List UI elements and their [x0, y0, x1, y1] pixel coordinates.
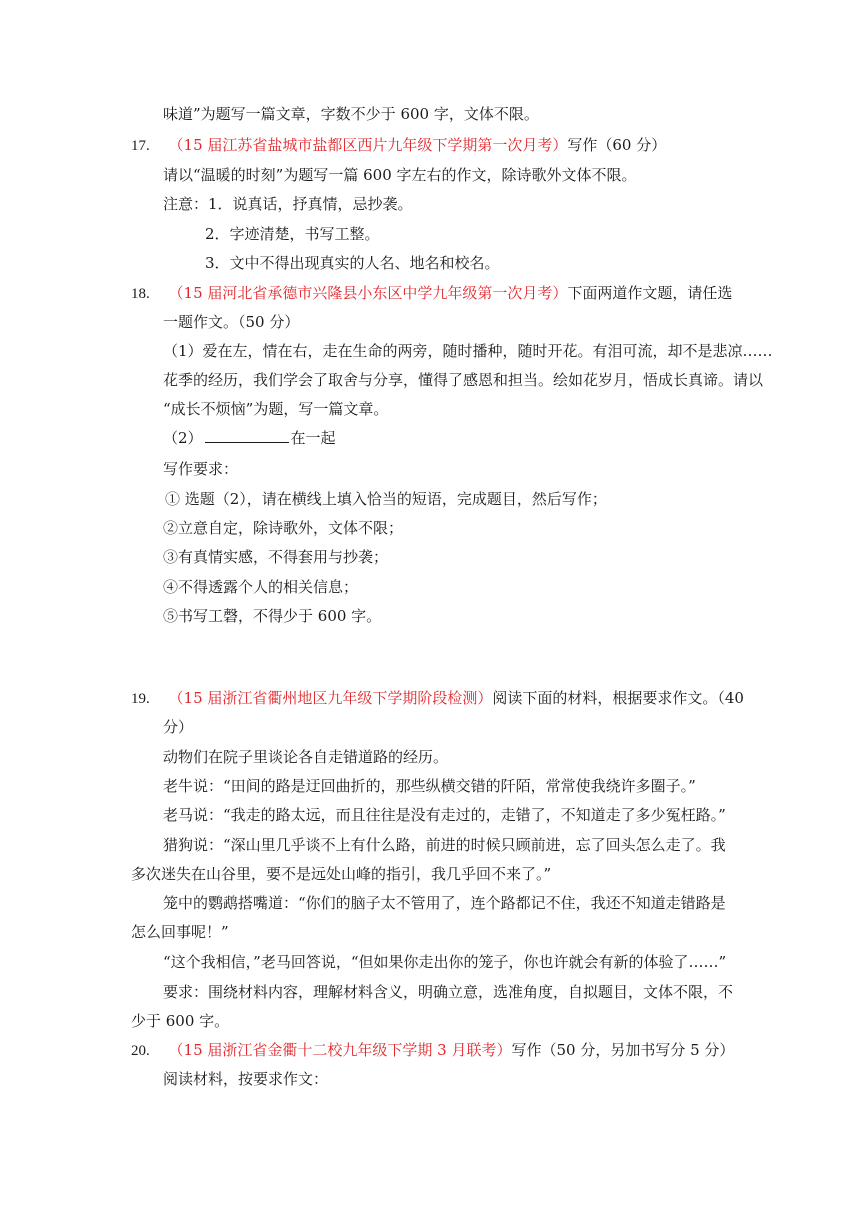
requirement-item: ① 选题（2），请在横线上填入恰当的短语，完成题目，然后写作；	[165, 490, 607, 508]
note-item: 注意：1．说真话，抒真情，忌抄袭。	[163, 195, 413, 213]
question-prompt: 请以“温暖的时刻”为题写一篇 600 字左右的作文，除诗歌外文体不限。	[163, 166, 637, 184]
requirements-heading: 写作要求：	[163, 460, 239, 478]
material-line: 老牛说：“田间的路是迂回曲折的，那些纵横交错的阡陌，常常使我绕许多圈子。”	[163, 777, 696, 795]
question-19	[131, 688, 744, 709]
option-label: （2）	[163, 429, 203, 447]
question-source: （15 届江苏省盐城市盐都区西片九年级下学期第一次月考）	[168, 136, 568, 154]
question-18	[131, 283, 732, 304]
paragraph-line: “成长不烦恼”为题，写一篇文章。	[163, 400, 389, 418]
paragraph-line: （1）爱在左，情在右，走在生命的两旁，随时播种，随时开花。有泪可流，却不是悲凉……	[163, 342, 773, 360]
fill-blank-line	[205, 428, 289, 443]
material-line: 老马说：“我走的路太远，而且往往是没有走过的，走错了，不知道走了多少冤枉路。”	[163, 806, 726, 824]
material-line: 多次迷失在山谷里，要不是远处山峰的指引，我几乎回不来了。”	[131, 865, 552, 883]
requirement-item: ⑤书写工磬，不得少于 600 字。	[163, 607, 382, 625]
question-title-cont: 分）	[163, 718, 194, 736]
requirement-item: ③有真情实感，不得套用与抄袭；	[163, 548, 389, 566]
material-line: 动物们在院子里谈论各自走错道路的经历。	[163, 748, 449, 766]
question-prompt: 阅读材料，按要求作文：	[163, 1070, 329, 1088]
requirement-line: 要求：围绕材料内容，理解材料含义，明确立意，选准角度，自拟题目，文体不限，不	[163, 983, 734, 1001]
question-source: （15 届浙江省金衢十二校九年级下学期 3 月联考）	[168, 1041, 512, 1059]
question-number: 19.	[131, 691, 150, 707]
question-17	[131, 135, 666, 156]
material-line: 怎么回事呢！”	[131, 923, 229, 941]
question-title: 写作（60 分）	[567, 136, 667, 154]
question-title: 阅读下面的材料，根据要求作文。（40	[492, 689, 744, 707]
question-number: 18.	[131, 286, 150, 302]
note-item: 3．文中不得出现真实的人名、地名和校名。	[205, 254, 500, 272]
paragraph-line: 花季的经历，我们学会了取舍与分享，懂得了感恩和担当。绘如花岁月，悟成长真谛。请以	[163, 371, 764, 389]
question-title: 下面两道作文题，请任选	[567, 284, 733, 302]
question-title: 写作（50 分，另加书写分 5 分）	[511, 1041, 735, 1059]
question-source: （15 届河北省承德市兴隆县小东区中学九年级第一次月考）	[168, 284, 568, 302]
question-number: 20.	[131, 1043, 150, 1059]
material-line: 笼中的鹦鹉搭嘴道：“你们的脑子太不管用了，连个路都记不住，我还不知道走错路是	[163, 894, 726, 912]
paragraph-line: 味道”为题写一篇文章，字数不少于 600 字，文体不限。	[163, 105, 539, 123]
requirement-item: ④不得透露个人的相关信息；	[163, 578, 359, 596]
material-line: 猎狗说：“深山里几乎谈不上有什么路，前进的时候只顾前进，忘了回头怎么走了。我	[163, 836, 726, 854]
requirement-line: 少于 600 字。	[131, 1012, 230, 1030]
material-line: “这个我相信，”老马回答说，“但如果你走出你的笼子，你也许就会有新的体验了……”	[163, 953, 727, 971]
note-item: 2．字迹清楚，书写工整。	[205, 225, 380, 243]
question-title-cont: 一题作文。（50 分）	[163, 313, 300, 331]
option-2	[163, 428, 336, 448]
question-source: （15 届浙江省衢州地区九年级下学期阶段检测）	[168, 689, 493, 707]
option-text: 在一起	[290, 429, 336, 447]
question-number: 17.	[131, 138, 150, 154]
question-20	[131, 1040, 734, 1061]
requirement-item: ②立意自定，除诗歌外，文体不限；	[163, 519, 404, 537]
